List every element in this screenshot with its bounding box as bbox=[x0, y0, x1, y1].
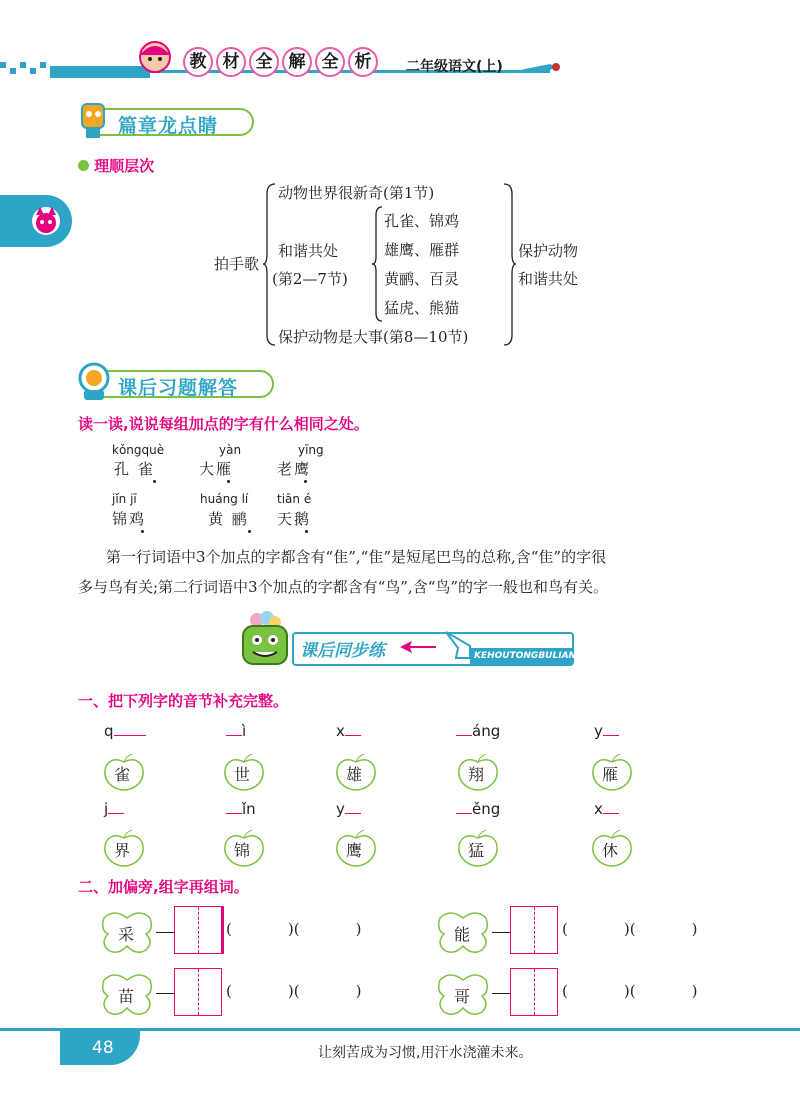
paren-close: ) bbox=[623, 920, 630, 938]
connector-line bbox=[156, 993, 174, 994]
word-kongque: 孔 雀 bbox=[114, 460, 155, 478]
pinyin-blank-meng[interactable] bbox=[456, 800, 500, 818]
apple-char-yan bbox=[590, 754, 634, 796]
paren-open: ( bbox=[293, 920, 300, 938]
word-paren-1[interactable] bbox=[226, 920, 361, 938]
paren-open: ( bbox=[226, 920, 232, 938]
emphasis-dot bbox=[248, 530, 251, 533]
writing-box[interactable] bbox=[174, 968, 222, 1016]
writing-box[interactable] bbox=[510, 906, 558, 954]
blank[interactable] bbox=[108, 800, 124, 814]
emphasis-dot bbox=[305, 530, 308, 533]
butterfly-char-neng bbox=[436, 908, 490, 960]
section2-question: 读一读,说说每组加点的字有什么相同之处。 bbox=[78, 415, 369, 433]
blank[interactable] bbox=[130, 722, 146, 736]
pinyin-blank-yan[interactable] bbox=[594, 722, 619, 740]
tree-leaf-4: 猛虎、熊猫 bbox=[384, 299, 460, 317]
writing-box[interactable] bbox=[174, 906, 222, 954]
green-monster-mascot-icon bbox=[235, 610, 295, 670]
blank[interactable] bbox=[603, 722, 619, 736]
pinyin-prefix: q bbox=[104, 722, 114, 740]
emphasis-dot bbox=[227, 480, 230, 483]
paren-close: ) bbox=[691, 920, 698, 938]
emphasis-dot bbox=[153, 480, 156, 483]
pinyin-blank-jie[interactable] bbox=[104, 800, 124, 818]
apple-char-text: 界 bbox=[114, 841, 131, 860]
brace-right bbox=[502, 182, 516, 347]
pinyin-prefix: y bbox=[336, 800, 345, 818]
apple-char-text: 鹰 bbox=[346, 841, 363, 860]
word-jinji: 锦鸡 bbox=[112, 510, 147, 528]
pinyin-ying: yīng bbox=[298, 443, 324, 457]
apple-char-xiang bbox=[456, 754, 500, 796]
paren-open: ( bbox=[562, 982, 568, 1000]
apple-char-xiu bbox=[590, 830, 634, 872]
astronaut-mascot-icon bbox=[74, 360, 114, 402]
tree-root: 拍手歌 bbox=[214, 255, 260, 273]
header-circle-6: 析 bbox=[348, 47, 378, 77]
apple-char-text: 雀 bbox=[114, 765, 131, 784]
pinyin-prefix: x bbox=[594, 800, 603, 818]
tree-level1: 动物世界很新奇(第1节) bbox=[278, 184, 435, 202]
brace-inner bbox=[372, 205, 384, 323]
tree-leaf-3: 黄鹂、百灵 bbox=[384, 270, 460, 288]
banner-en: KEHOUTONGBULIAN bbox=[470, 648, 572, 664]
pinyin-blank-que[interactable] bbox=[104, 722, 146, 740]
connector-line bbox=[492, 932, 510, 933]
paren-close: ) bbox=[691, 982, 698, 1000]
header-circle-5: 全 bbox=[315, 47, 345, 77]
paren-close: ) bbox=[623, 982, 630, 1000]
apple-char-xiong bbox=[334, 754, 378, 796]
green-bullet-icon bbox=[78, 160, 89, 171]
tree-leaf-1: 孔雀、锦鸡 bbox=[384, 212, 460, 230]
word-tiane: 天鹅 bbox=[277, 510, 312, 528]
paren-close: ) bbox=[355, 982, 362, 1000]
pinyin-blank-xiong[interactable] bbox=[336, 722, 361, 740]
word-laoying: 老鹰 bbox=[277, 460, 312, 478]
apple-char-text: 锦 bbox=[234, 841, 251, 860]
tree-right-2: 和谐共处 bbox=[518, 270, 579, 288]
pinyin-suffix: ěng bbox=[472, 800, 501, 818]
blank[interactable] bbox=[226, 722, 242, 736]
robot-mascot-icon bbox=[74, 98, 114, 140]
word-paren-3[interactable] bbox=[226, 982, 361, 1000]
answer-line-1: 第一行词语中3个加点的字都含有“隹”,“隹”是短尾巴鸟的总称,含“隹”的字很 bbox=[106, 548, 607, 566]
pinyin-blank-xiang[interactable] bbox=[456, 722, 500, 740]
tree-level2-b: (第2—7节) bbox=[272, 270, 348, 288]
pinyin-kongque: kǒngquè bbox=[112, 443, 165, 457]
blank[interactable] bbox=[456, 800, 472, 814]
pinyin-prefix: y bbox=[594, 722, 603, 740]
butterfly-char-text: 能 bbox=[454, 925, 471, 944]
paren-open: ( bbox=[629, 920, 636, 938]
blank[interactable] bbox=[456, 722, 472, 736]
pinyin-prefix: j bbox=[104, 800, 109, 818]
apple-char-text: 猛 bbox=[468, 841, 485, 860]
butterfly-char-ge bbox=[436, 970, 490, 1022]
paren-close: ) bbox=[355, 920, 362, 938]
book-title: 二年级语文(上) bbox=[406, 59, 503, 75]
apple-char-text: 休 bbox=[602, 841, 619, 860]
butterfly-char-cai bbox=[100, 908, 154, 960]
header-circle-3: 全 bbox=[249, 47, 279, 77]
apple-char-text: 雁 bbox=[602, 765, 619, 784]
section1-title: 篇章龙点睛 bbox=[118, 115, 219, 137]
pinyin-suffix: áng bbox=[472, 722, 501, 740]
blank[interactable] bbox=[114, 722, 130, 736]
apple-char-text: 翔 bbox=[468, 765, 485, 784]
apple-char-jie bbox=[102, 830, 146, 872]
header-decoration-strip bbox=[0, 58, 800, 78]
word-paren-2[interactable] bbox=[562, 920, 697, 938]
paren-close: ) bbox=[287, 920, 294, 938]
butterfly-char-miao bbox=[100, 970, 154, 1022]
pinyin-prefix: x bbox=[336, 722, 345, 740]
apple-char-ying bbox=[334, 830, 378, 872]
apple-char-jin bbox=[222, 830, 266, 872]
pinyin-blank-shi[interactable] bbox=[226, 722, 246, 740]
tree-level3: 保护动物是大事(第8—10节) bbox=[278, 328, 469, 346]
emphasis-dot bbox=[141, 530, 144, 533]
exercise2-title: 二、加偏旁,组字再组词。 bbox=[78, 878, 249, 896]
header-circle-1: 教 bbox=[183, 47, 213, 77]
blank[interactable] bbox=[226, 800, 242, 814]
writing-box[interactable] bbox=[510, 968, 558, 1016]
pencil-icon bbox=[520, 60, 560, 74]
emphasis-dot bbox=[304, 480, 307, 483]
paren-open: ( bbox=[629, 982, 636, 1000]
tree-right-1: 保护动物 bbox=[518, 242, 579, 260]
header-circle-4: 解 bbox=[282, 47, 312, 77]
arrow-left-icon bbox=[400, 640, 436, 654]
butterfly-char-text: 哥 bbox=[454, 987, 471, 1006]
word-dayan: 大雁 bbox=[199, 460, 234, 478]
tree-leaf-2: 雄鹰、雁群 bbox=[384, 241, 460, 259]
answer-line-2: 多与鸟有关;第二行词语中3个加点的字都含有“鸟”,含“鸟”的字一般也和鸟有关。 bbox=[78, 578, 609, 596]
paren-close: ) bbox=[287, 982, 294, 1000]
apple-char-text: 世 bbox=[234, 765, 251, 784]
pinyin-yan: yàn bbox=[219, 443, 242, 457]
paren-open: ( bbox=[226, 982, 232, 1000]
brace-main bbox=[263, 182, 277, 347]
pinyin-blank-ying[interactable] bbox=[336, 800, 361, 818]
butterfly-char-text: 苗 bbox=[118, 987, 135, 1006]
mascot-girl-icon bbox=[130, 35, 180, 80]
apple-char-text: 雄 bbox=[346, 765, 363, 784]
section1-subtitle: 理顺层次 bbox=[94, 157, 155, 175]
blank[interactable] bbox=[345, 722, 361, 736]
footer-motto: 让刻苦成为习惯,用汗水浇灌未来。 bbox=[318, 1045, 533, 1061]
pinyin-huangli: huáng lí bbox=[200, 492, 249, 506]
paren-open: ( bbox=[562, 920, 568, 938]
section3-title: 课后同步练 bbox=[300, 641, 385, 661]
blank[interactable] bbox=[603, 800, 619, 814]
header-circle-2: 材 bbox=[216, 47, 246, 77]
word-huangli: 黄 鹂 bbox=[208, 510, 249, 528]
pinyin-blank-xiu[interactable] bbox=[594, 800, 619, 818]
page-number: 48 bbox=[92, 1038, 114, 1058]
butterfly-char-text: 采 bbox=[118, 925, 135, 944]
word-paren-4[interactable] bbox=[562, 982, 697, 1000]
section2-title: 课后习题解答 bbox=[118, 377, 239, 399]
apple-char-shi bbox=[222, 754, 266, 796]
exercise1-title: 一、把下列字的音节补充完整。 bbox=[78, 692, 289, 710]
side-tab-fox-icon bbox=[30, 205, 62, 237]
pinyin-tiane: tiān é bbox=[277, 492, 312, 506]
pinyin-suffix: ǐn bbox=[242, 800, 256, 818]
apple-char-que bbox=[102, 754, 146, 796]
apple-char-meng bbox=[456, 830, 500, 872]
connector-line bbox=[492, 993, 510, 994]
tree-level2-a: 和谐共处 bbox=[278, 242, 339, 260]
subtitle-row bbox=[78, 155, 154, 176]
pinyin-suffix: ì bbox=[242, 722, 247, 740]
pinyin-jinji: jǐn jī bbox=[112, 492, 137, 506]
blank[interactable] bbox=[345, 800, 361, 814]
paren-open: ( bbox=[293, 982, 300, 1000]
pinyin-blank-jin[interactable] bbox=[226, 800, 256, 818]
connector-line bbox=[156, 932, 174, 933]
